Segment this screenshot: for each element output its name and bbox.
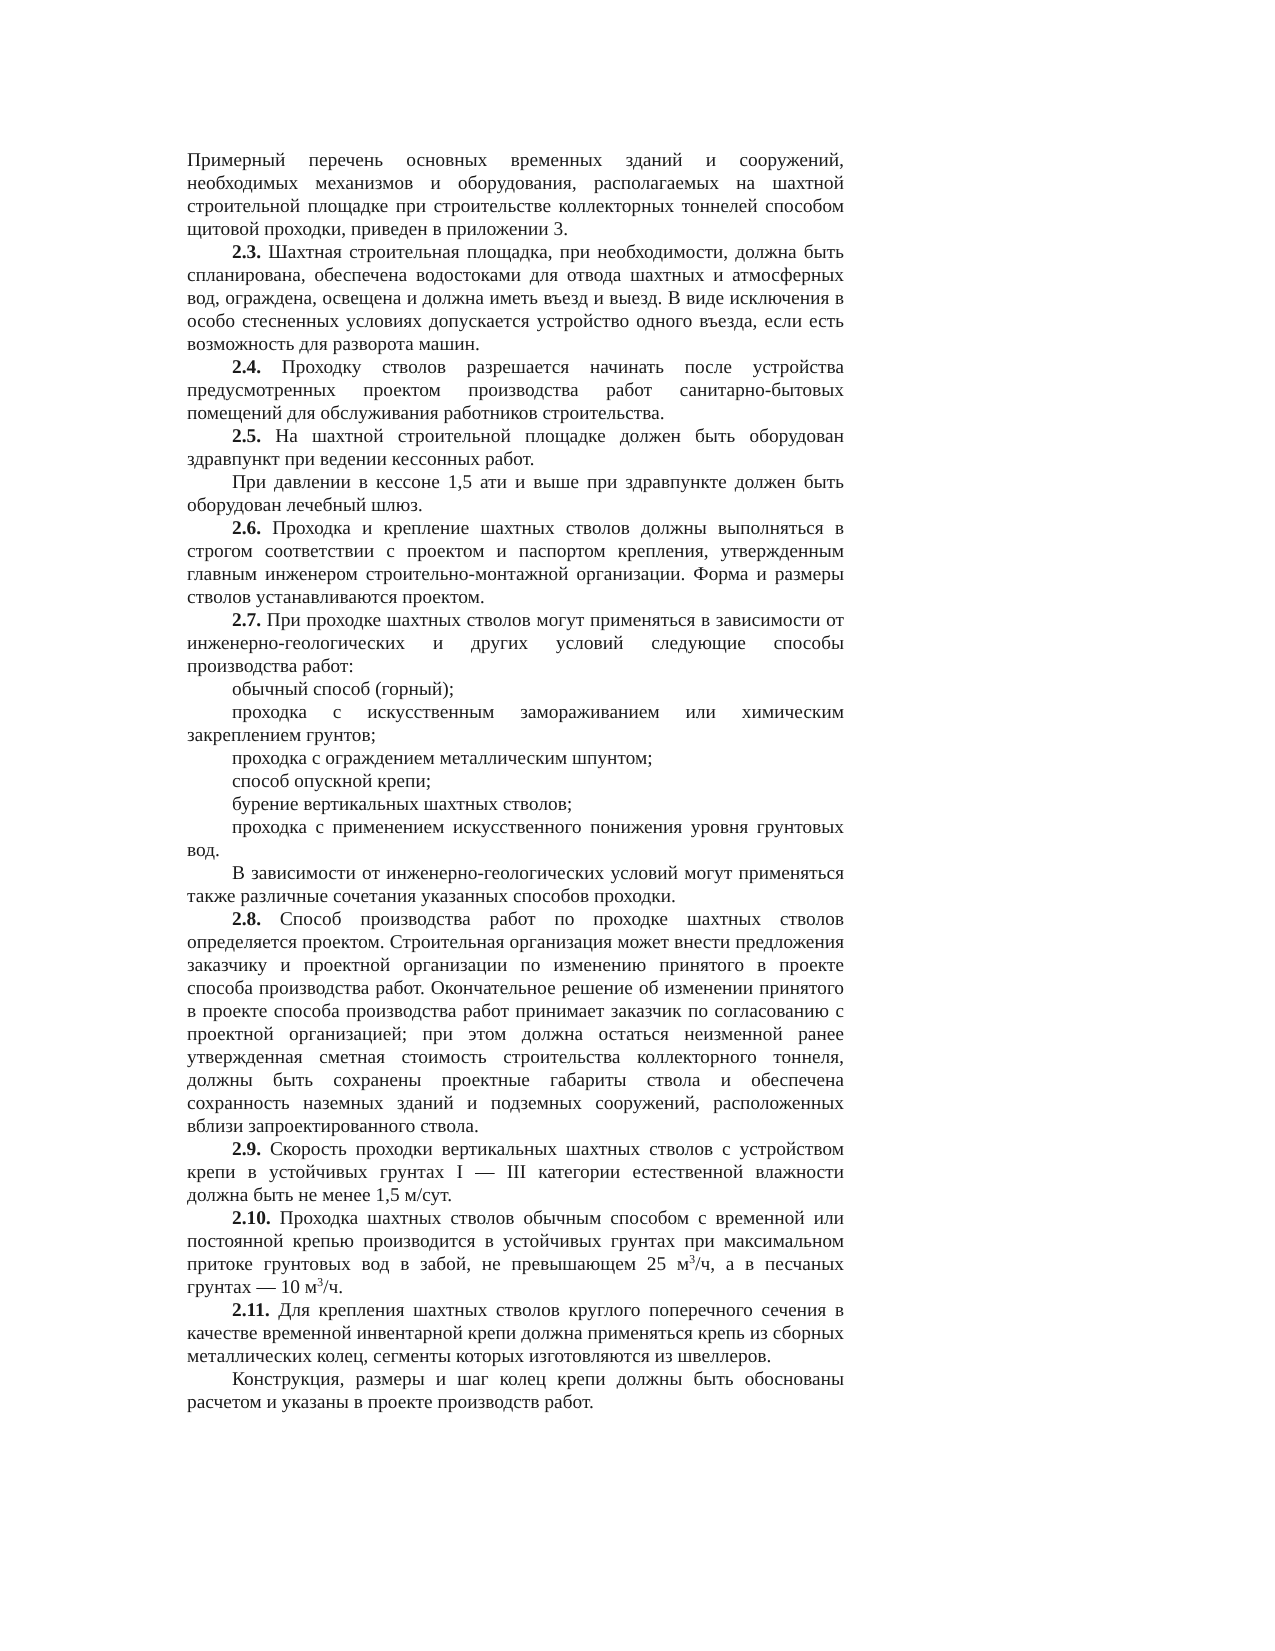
section-text: Проходку стволов разрешается начинать после устройства предусмотренных проектом производства работ санитарно-бытовых помещений для обслуживания работников строительства.	[187, 357, 844, 424]
section-2-10	[187, 1207, 844, 1299]
paragraph-caisson: При давлении в кессоне 1,5 ати и выше при здравпункте должен быть оборудован лечебный шлюз.	[187, 472, 844, 516]
paragraph-intro: Примерный перечень основных временных зданий и сооружений, необходимых механизмов и оборудования, располагаемых на шахтной строительной площадке при строительстве коллекторных тоннелей способом щитовой проходки, приведен в приложении 3.	[187, 150, 844, 240]
section-number: 2.10.	[232, 1208, 271, 1229]
section-2-6	[187, 517, 844, 609]
list-item-method: проходка с применением искусственного понижения уровня грунтовых вод.	[187, 817, 844, 861]
list-item-method: проходка с ограждением металлическим шпунтом;	[232, 748, 653, 769]
section-text: На шахтной строительной площадке должен быть оборудован здравпункт при ведении кессонных работ.	[187, 426, 844, 470]
section-text: /ч, а в песчаных грунтах — 10 м	[187, 1254, 844, 1298]
section-number: 2.6.	[232, 518, 262, 539]
list-item-method: проходка с искусственным замораживанием или химическим закреплением грунтов;	[187, 702, 844, 746]
section-number: 2.9.	[232, 1139, 262, 1160]
section-number: 2.11.	[232, 1300, 270, 1321]
section-number: 2.3.	[232, 242, 262, 263]
section-text: Для крепления шахтных стволов круглого поперечного сечения в качестве временной инвентарной крепи должна применяться крепь из сборных металлических колец, сегменты которых изготовляются из швеллеров.	[187, 1300, 844, 1367]
section-2-9	[187, 1138, 844, 1207]
superscript: 3	[317, 1275, 324, 1289]
section-2-3	[187, 241, 844, 356]
document-page	[187, 149, 844, 1414]
section-number: 2.8.	[232, 909, 262, 930]
section-number: 2.7.	[232, 610, 262, 631]
section-text: Проходка шахтных стволов обычным способом с временной или постоянной крепью производится в устойчивых грунтах при максимальном притоке грунтовых вод в забой, не превышающем 25 м	[187, 1208, 844, 1275]
section-text: Проходка и крепление шахтных стволов должны выполняться в строгом соответствии с проектом и паспортом крепления, утвержденным главным инженером строительно-монтажной организации. Форма и размеры стволов устанавливаются проектом.	[187, 518, 844, 608]
superscript: 3	[689, 1252, 696, 1266]
section-2-4	[187, 356, 844, 425]
paragraph-rings: Конструкция, размеры и шаг колец крепи должны быть обоснованы расчетом и указаны в проекте производств работ.	[187, 1369, 844, 1413]
section-text: /ч.	[323, 1277, 344, 1298]
paragraph-combinations: В зависимости от инженерно-геологических условий могут применяться также различные сочетания указанных способов проходки.	[187, 863, 844, 907]
section-number: 2.4.	[232, 357, 262, 378]
section-text: Шахтная строительная площадка, при необходимости, должна быть спланирована, обеспечена водостоками для отвода шахтных и атмосферных вод, ограждена, освещена и должна иметь въезд и выезд. В виде исключения в особо стесненных условиях допускается устройство одного въезда, если есть возможность для разворота машин.	[187, 242, 844, 355]
section-number: 2.5.	[232, 426, 262, 447]
section-2-8	[187, 908, 844, 1138]
list-item-method: обычный способ (горный);	[232, 679, 455, 700]
section-2-11	[187, 1299, 844, 1368]
section-2-7	[187, 609, 844, 678]
list-item-method: бурение вертикальных шахтных стволов;	[232, 794, 573, 815]
section-2-5	[187, 425, 844, 471]
section-text: Скорость проходки вертикальных шахтных стволов с устройством крепи в устойчивых грунтах I — III категории естественной влажности должна быть не менее 1,5 м/сут.	[187, 1139, 844, 1206]
section-text: При проходке шахтных стволов могут применяться в зависимости от инженерно-геологических и других условий следующие способы производства работ:	[187, 610, 844, 677]
section-text: Способ производства работ по проходке шахтных стволов определяется проектом. Строительная организация может внести предложения заказчику и проектной организации по изменению принятого в проекте способа производства работ. Окончательное решение об изменении принятого в проекте способа производства работ принимает заказчик по согласованию с проектной организацией; при этом должна остаться неизменной ранее утвержденная сметная стоимость строительства коллекторного тоннеля, должны быть сохранены проектные габариты ствола и обеспечена сохранность наземных зданий и подземных сооружений, расположенных вблизи запроектированного ствола.	[187, 909, 844, 1137]
list-item-method: способ опускной крепи;	[232, 771, 432, 792]
